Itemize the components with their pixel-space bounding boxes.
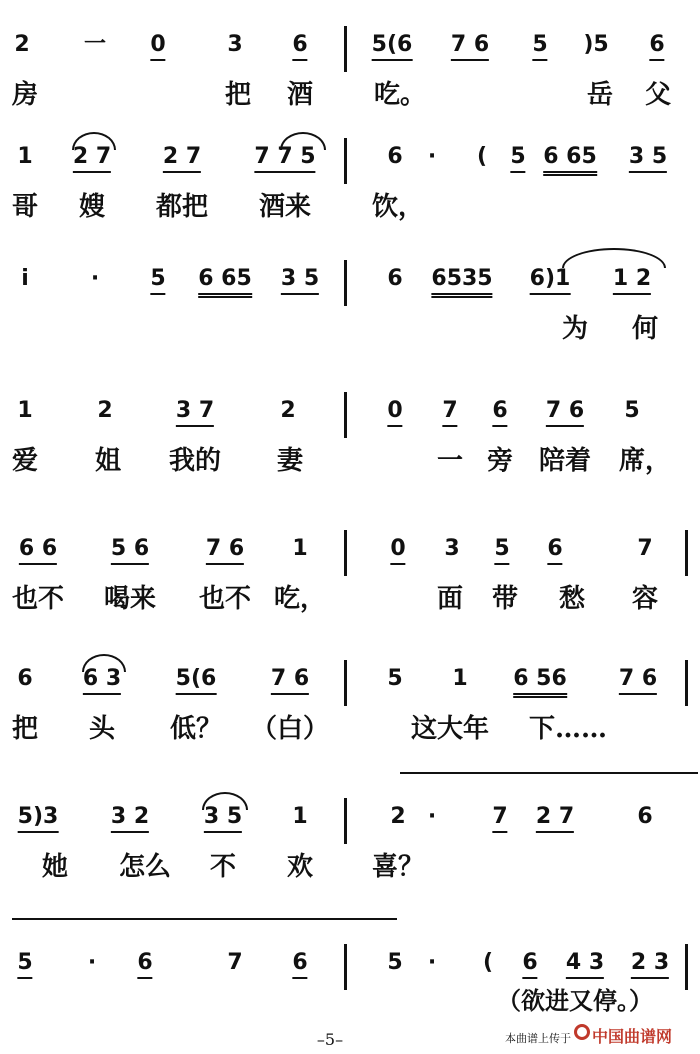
note: 7 6 <box>619 666 657 695</box>
note: 7 6 <box>451 32 489 61</box>
note: 2 <box>14 32 30 57</box>
extension-line <box>12 918 397 920</box>
note: 4 3 <box>566 950 604 979</box>
note: 2 <box>390 804 406 829</box>
lyric: 也不 <box>198 584 252 614</box>
score-line-2 <box>0 138 700 248</box>
lyric: 嫂 <box>78 192 106 222</box>
note: 7 6 <box>546 398 584 427</box>
note: 5 <box>150 266 165 295</box>
site-logo: 中国曲谱网 <box>592 1027 673 1046</box>
bar-line <box>685 660 688 706</box>
note: 6 <box>137 950 152 979</box>
bar-line <box>344 26 347 72</box>
bar-line <box>344 798 347 844</box>
note: 5(6 <box>372 32 413 61</box>
lyric: 饮， <box>371 192 425 222</box>
lyric-line <box>0 712 700 752</box>
lyric: 姐 <box>94 446 122 476</box>
lyric: 都把 <box>155 192 209 222</box>
note: 一 <box>83 32 107 57</box>
lyric: 妻 <box>276 446 304 476</box>
lyric-line <box>0 850 700 890</box>
lyric: 面 <box>436 584 464 614</box>
note: 1 <box>452 666 468 691</box>
score-line-1 <box>0 26 700 136</box>
lyric: 头 <box>88 714 116 744</box>
notation-line <box>0 392 700 438</box>
note: 3 2 <box>111 804 149 833</box>
note: 0 <box>390 536 405 565</box>
note: · <box>427 144 437 169</box>
note: 3 <box>227 32 243 57</box>
lyric: 旁 <box>486 446 514 476</box>
note: 6 65 <box>543 144 597 176</box>
bar-line <box>344 138 347 184</box>
bar-line <box>344 392 347 438</box>
note: 3 <box>444 536 460 561</box>
note: 6 56 <box>513 666 567 698</box>
lyric: 我的 <box>168 446 222 476</box>
note: 7 <box>637 536 653 561</box>
note: 2 7 <box>163 144 201 173</box>
lyric: 不 <box>209 852 237 882</box>
lyric: 吃， <box>273 584 327 614</box>
note: · <box>427 804 437 829</box>
note: )5 <box>583 32 609 57</box>
lyric: 酒 <box>286 80 314 110</box>
score-line-3 <box>0 260 700 370</box>
lyric-line <box>0 312 700 352</box>
note: 5 <box>494 536 509 565</box>
lyric: 吃。 <box>373 80 427 110</box>
lyric: 哥 <box>11 192 39 222</box>
lyric: 下…… <box>528 714 608 744</box>
note: 3 5 <box>204 804 242 833</box>
note: 5(6 <box>176 666 217 695</box>
lyric: 怎么 <box>118 852 172 882</box>
lyric: 低？ <box>169 714 223 744</box>
note: 6 <box>17 666 33 691</box>
note: 7 6 <box>206 536 244 565</box>
lyric: 陪着 <box>538 446 592 476</box>
lyric: 父 <box>644 80 672 110</box>
note: 7 <box>492 804 507 833</box>
note: 1 <box>292 536 308 561</box>
note: 2 7 <box>536 804 574 833</box>
notation-line <box>0 26 700 72</box>
lyric: 愁 <box>558 584 586 614</box>
note: · <box>87 950 97 975</box>
note: 5 <box>17 950 32 979</box>
lyric: 容 <box>631 584 659 614</box>
note: 3 7 <box>176 398 214 427</box>
lyric-line <box>0 78 700 118</box>
bar-line <box>344 260 347 306</box>
score-line-7 <box>0 798 700 908</box>
lyric: 把 <box>224 80 252 110</box>
note: 1 <box>17 144 33 169</box>
lyric: 也不 <box>11 584 65 614</box>
note: · <box>90 266 100 291</box>
note: 5 <box>387 666 403 691</box>
note: 2 7 <box>73 144 111 173</box>
note: 1 <box>292 804 308 829</box>
note: 7 <box>442 398 457 427</box>
note: · <box>427 950 437 975</box>
lyric: 带 <box>491 584 519 614</box>
score-line-5 <box>0 530 700 640</box>
note: i <box>21 266 29 291</box>
note: 5)3 <box>18 804 59 833</box>
lyric-line <box>0 444 700 484</box>
lyric-line <box>0 582 700 622</box>
lyric: 为 <box>561 314 589 344</box>
lyric: 岳 <box>586 80 614 110</box>
lyric: 欢 <box>286 852 314 882</box>
lyric: 喝来 <box>103 584 157 614</box>
lyric: 何 <box>631 314 659 344</box>
lyric: 她 <box>41 852 69 882</box>
score-line-6 <box>0 660 700 770</box>
note: 6 <box>649 32 664 61</box>
note: 5 <box>624 398 640 423</box>
note: 6535 <box>431 266 492 298</box>
notation-line <box>0 660 700 706</box>
note: 1 <box>17 398 33 423</box>
bar-line <box>685 530 688 576</box>
note: 6 <box>292 950 307 979</box>
notation-line <box>0 530 700 576</box>
note: 6 <box>292 32 307 61</box>
extension-line <box>400 772 698 774</box>
note: 0 <box>387 398 402 427</box>
note: 2 <box>280 398 296 423</box>
note: 5 <box>532 32 547 61</box>
lyric-line <box>0 984 700 1024</box>
note: 7 <box>227 950 243 975</box>
lyric: 酒来 <box>258 192 312 222</box>
note: 5 <box>387 950 403 975</box>
upload-credit: 本曲谱上传于 <box>505 1032 571 1045</box>
note: 6)1 <box>530 266 571 295</box>
bar-line <box>344 660 347 706</box>
site-logo-icon <box>574 1024 590 1040</box>
note: 2 3 <box>631 950 669 979</box>
note: 3 5 <box>281 266 319 295</box>
note: 2 <box>97 398 113 423</box>
lyric: 一 <box>436 446 464 476</box>
lyric: 房 <box>11 80 39 110</box>
note: 6 <box>387 266 403 291</box>
note: ( <box>482 950 494 975</box>
page-number: –5– <box>316 1030 344 1049</box>
note: 0 <box>150 32 165 61</box>
note: 6 6 <box>19 536 57 565</box>
lyric: 席， <box>618 446 672 476</box>
note: 6 <box>637 804 653 829</box>
note: 5 6 <box>111 536 149 565</box>
lyric-line <box>0 190 700 230</box>
lyric: 把 <box>11 714 39 744</box>
slur-mark <box>562 248 666 268</box>
score-line-4 <box>0 392 700 502</box>
notation-line <box>0 138 700 184</box>
note: 6 <box>547 536 562 565</box>
note: 6 3 <box>83 666 121 695</box>
bar-line <box>344 530 347 576</box>
lyric: 爱 <box>11 446 39 476</box>
note: ( <box>476 144 488 169</box>
lyric: （白） <box>250 714 330 744</box>
note: 3 5 <box>629 144 667 173</box>
note: 7 7 5 <box>254 144 315 173</box>
notation-line <box>0 260 700 306</box>
lyric: 这大年 <box>410 714 490 744</box>
note: 1 2 <box>613 266 651 295</box>
lyric: 喜？ <box>371 852 425 882</box>
note: 6 65 <box>198 266 252 298</box>
note: 6 <box>492 398 507 427</box>
note: 6 <box>522 950 537 979</box>
note: 5 <box>510 144 525 173</box>
note: 6 <box>387 144 403 169</box>
note: 7 6 <box>271 666 309 695</box>
stage-direction: （欲进又停。） <box>497 986 653 1015</box>
notation-line <box>0 798 700 844</box>
